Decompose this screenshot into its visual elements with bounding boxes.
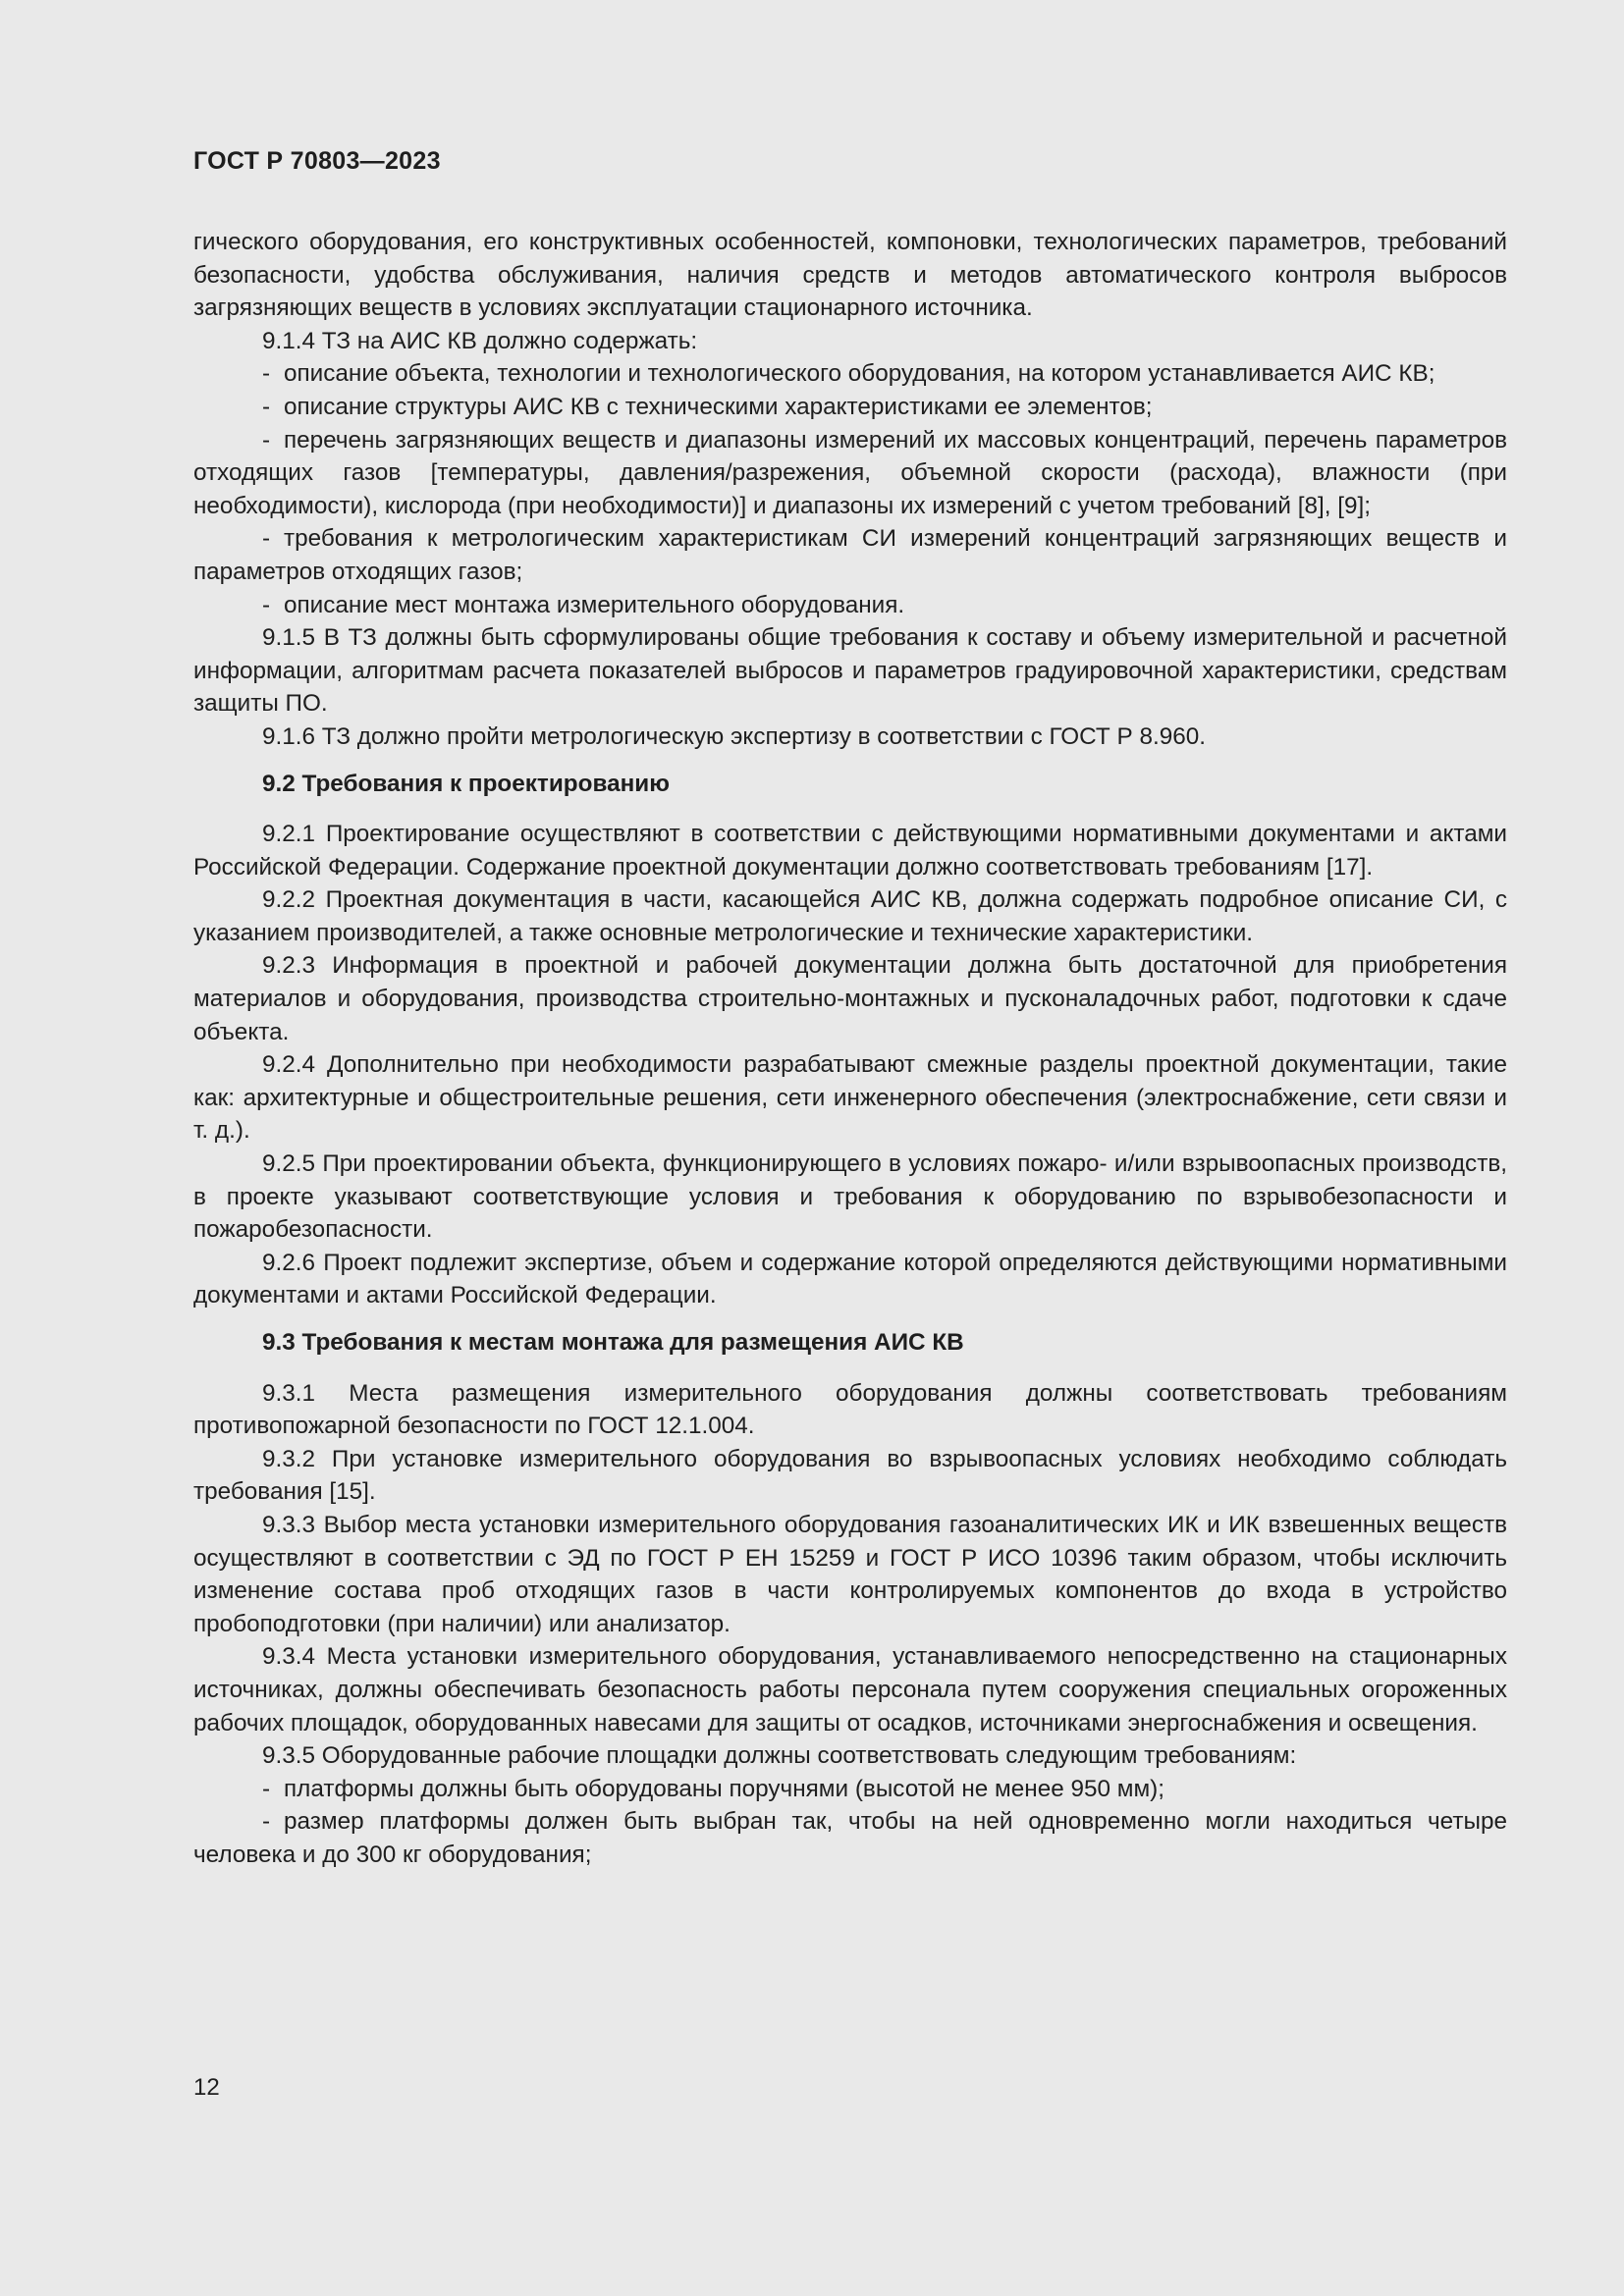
list-item-text: перечень загрязняющих веществ и диапазоны измерений их массовых концентраций, перечень параметров отходящих газов [температуры, давления/разрежения, объемной скорости (расхода), влажности (при необходимости), кислорода (при необходимости)] и диапазоны их измерений с учетом требований [8], [9]; [193, 426, 1507, 519]
list-item [193, 522, 1507, 588]
document-body [193, 226, 1507, 1872]
paragraph: 9.1.4 ТЗ на АИС КВ должно содержать: [262, 327, 698, 354]
list-dash: - [262, 525, 271, 553]
page-number: 12 [193, 2074, 220, 2101]
paragraph: 9.1.5 В ТЗ должны быть сформулированы общие требования к составу и объему измерительной и расчетной информации, алгоритмам расчета показателей выбросов и параметров градуировочной характеристики, средствам защиты ПО. [193, 624, 1507, 718]
list-item-text: размер платформы должен быть выбран так, чтобы на ней одновременно могли находиться четыре человека и до 300 кг оборудования; [193, 1808, 1507, 1868]
list-dash: - [262, 1808, 271, 1836]
paragraph: 9.2.1 Проектирование осуществляют в соответствии с действующими нормативными документами и актами Российской Федерации. Содержание проектной документации должно соответствовать требованиям [17]. [193, 821, 1507, 881]
list-item [193, 424, 1507, 523]
section-heading: 9.2 Требования к проектированию [262, 770, 670, 797]
list-item-text: описание структуры АИС КВ с техническими характеристиками ее элементов; [284, 393, 1153, 420]
paragraph: 9.2.3 Информация в проектной и рабочей документации должна быть достаточной для приобретения материалов и оборудования, производства строительно-монтажных и пусконаладочных работ, подготовки к сдаче объекта. [193, 952, 1507, 1045]
list-item [193, 1773, 1507, 1806]
paragraph: 9.2.2 Проектная документация в части, касающейся АИС КВ, должна содержать подробное описание СИ, с указанием производителей, а также основные метрологические и технические характеристики. [193, 886, 1507, 946]
list-item [193, 391, 1507, 424]
paragraph: гического оборудования, его конструктивных особенностей, компоновки, технологических параметров, требований безопасности, удобства обслуживания, наличия средств и методов автоматического контроля выбросов загрязняющих веществ в условиях эксплуатации стационарного источника. [193, 229, 1507, 322]
list-dash: - [262, 591, 271, 618]
paragraph: 9.1.6 ТЗ должно пройти метрологическую экспертизу в соответствии с ГОСТ Р 8.960. [262, 722, 1206, 750]
list-dash: - [262, 426, 271, 454]
list-item [193, 589, 1507, 622]
list-item [193, 357, 1507, 391]
paragraph: 9.3.5 Оборудованные рабочие площадки должны соответствовать следующим требованиям: [262, 1742, 1297, 1770]
list-dash: - [262, 1775, 271, 1802]
list-item-text: описание мест монтажа измерительного оборудования. [284, 591, 905, 618]
paragraph: 9.3.3 Выбор места установки измерительного оборудования газоаналитических ИК и ИК взвешенных веществ осуществляют в соответствии с ЭД по ГОСТ Р ЕН 15259 и ГОСТ Р ИСО 10396 таким образом, чтобы исключить изменение состава проб отходящих газов в части контролируемых компонентов до входа в устройство пробоподготовки (при наличии) или анализатор. [193, 1511, 1507, 1637]
paragraph: 9.3.1 Места размещения измерительного оборудования должны соответствовать требованиям противопожарной безопасности по ГОСТ 12.1.004. [193, 1379, 1507, 1440]
paragraph: 9.3.2 При установке измерительного оборудования во взрывоопасных условиях необходимо соблюдать требования [15]. [193, 1445, 1507, 1506]
list-dash: - [262, 360, 271, 388]
paragraph: 9.2.5 При проектировании объекта, функционирующего в условиях пожаро- и/или взрывоопасных производств, в проекте указывают соответствующие условия и требования к оборудованию по взрывобезопасности и пожаробезопасности. [193, 1150, 1507, 1244]
document-header: ГОСТ Р 70803—2023 [193, 147, 441, 175]
list-item-text: платформы должны быть оборудованы поручнями (высотой не менее 950 мм); [284, 1775, 1165, 1802]
list-item-text: описание объекта, технологии и технологического оборудования, на котором устанавливается АИС КВ; [284, 360, 1435, 388]
list-dash: - [262, 393, 271, 420]
list-item-text: требования к метрологическим характеристикам СИ измерений концентраций загрязняющих веществ и параметров отходящих газов; [193, 525, 1507, 585]
paragraph: 9.2.6 Проект подлежит экспертизе, объем и содержание которой определяются действующими нормативными документами и актами Российской Федерации. [193, 1249, 1507, 1309]
section-heading: 9.3 Требования к местам монтажа для размещения АИС КВ [262, 1329, 964, 1356]
paragraph: 9.2.4 Дополнительно при необходимости разрабатывают смежные разделы проектной документации, такие как: архитектурные и общестроительные решения, сети инженерного обеспечения (электроснабжение, сети связи и т. д.). [193, 1051, 1507, 1145]
list-item [193, 1805, 1507, 1871]
paragraph: 9.3.4 Места установки измерительного оборудования, устанавливаемого непосредственно на стационарных источниках, должны обеспечивать безопасность работы персонала путем сооружения специальных огороженных рабочих площадок, оборудованных навесами для защиты от осадков, источниками энергоснабжения и освещения. [193, 1643, 1507, 1736]
